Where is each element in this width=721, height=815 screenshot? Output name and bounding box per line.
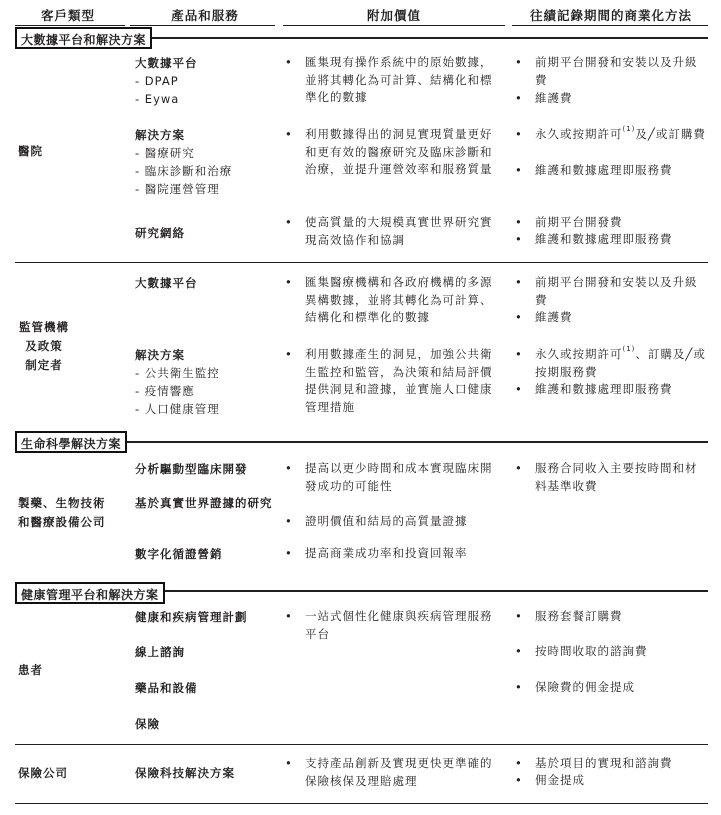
- product-sub: - 人口健康管理: [135, 402, 220, 416]
- commercial-item: • 永久或按期許可$^{(1)}$及╱或訂購費: [515, 125, 706, 141]
- product-title: 分析驅動型臨床開發: [135, 462, 248, 476]
- product-digital-marketing: [135, 545, 275, 563]
- product-big-data-platform: [135, 54, 275, 108]
- product-title: 基於真實世界證據的研究: [135, 496, 273, 510]
- value-item: • 匯集醫療機構和各政府機構的多源異構數據，並將其轉化為可計算、結構化和標準化的數據: [285, 275, 493, 324]
- commercial-item: • 維護和數據處理即服務費: [515, 232, 673, 246]
- product-title: 研究網絡: [135, 226, 185, 240]
- header-customer-type: 客戶類型: [40, 8, 95, 23]
- product-title: 保險: [135, 717, 160, 731]
- commercial-item: • 前期平台開發和安裝以及升級費: [515, 275, 698, 307]
- customer-patients: 患者: [18, 663, 43, 677]
- section-title-life-science: 生命科學解決方案: [15, 431, 127, 453]
- product-title: 數字化循證營銷: [135, 547, 223, 561]
- product-sub: - 臨床診斷和治療: [135, 164, 233, 178]
- header-divider: [512, 25, 708, 26]
- product-sub: - DPAP: [135, 74, 179, 88]
- commercial-item: • 前期平台開發和安裝以及升級費: [515, 55, 698, 87]
- value-item: • 提高商業成功率和投資回報率: [285, 546, 468, 560]
- product-title: 藥品和設備: [135, 681, 198, 695]
- product-rwe-research: [135, 494, 275, 512]
- product-sub: - 醫療研究: [135, 146, 195, 160]
- product-title: 健康和疾病管理計劃: [135, 610, 248, 624]
- product-sub: - 公共衛生監控: [135, 366, 220, 380]
- customer-regulators: 監管機構 及政策 制定者: [19, 320, 69, 372]
- product-solutions: [135, 346, 275, 418]
- product-sub: - 醫院運營管理: [135, 182, 220, 196]
- commercial-item: • 佣金提成: [515, 773, 585, 787]
- commercial-item: • 維護和數據處理即服務費: [515, 382, 673, 396]
- header-divider: [15, 25, 125, 26]
- product-title: 解決方案: [135, 128, 185, 142]
- commercial-item: • 維護費: [515, 310, 573, 324]
- customer-hospital: 醫院: [18, 144, 43, 158]
- section-title-health-mgmt: 健康管理平台和解決方案: [15, 582, 165, 604]
- product-sub: - Eywa: [135, 92, 180, 106]
- commercial-item: • 前期平台開發費: [515, 215, 623, 229]
- section-title-big-data: 大數據平台和解決方案: [15, 27, 152, 49]
- product-title: 解決方案: [135, 348, 185, 362]
- commercial-item: • 服務套餐訂購費: [515, 609, 623, 623]
- commercial-item: • 保險費的佣金提成: [515, 680, 635, 694]
- commercial-item: • 服務合同收入主要按時間和材料基準收費: [515, 461, 698, 493]
- table-bottom-rule: [15, 803, 708, 804]
- product-title: 線上諮詢: [135, 645, 185, 659]
- product-solutions: [135, 126, 275, 198]
- row-divider: [15, 744, 708, 745]
- product-research-network: [135, 224, 275, 242]
- value-item: • 一站式個性化健康與疾病管理服務平台: [285, 609, 493, 641]
- product-title: 大數據平台: [135, 56, 198, 70]
- product-analytics-clinical: [135, 460, 275, 478]
- customer-pharma: 製藥、生物技術 和醫療設備公司: [18, 496, 106, 529]
- value-item: • 提高以更少時間和成本實現臨床開發成功的可能性: [285, 461, 493, 493]
- product-sub: - 疫情響應: [135, 384, 195, 398]
- value-item: • 使高質量的大規模真實世界研究實現高效協作和協調: [285, 215, 493, 247]
- value-item: • 支持產品創新及實現更快更準確的保險核保及理賠處理: [285, 756, 493, 788]
- commercial-item: • 基於項目的實現和諮詢費: [515, 756, 673, 770]
- product-title: 大數據平台: [135, 276, 198, 290]
- commercial-item: • 維護費: [515, 91, 573, 105]
- header-value-added: 附加價值: [366, 8, 421, 23]
- product-title: 保險科技解決方案: [135, 766, 235, 780]
- commercial-item: • 永久或按期許可$^{(1)}$、訂購及╱或按期服務費: [515, 345, 706, 379]
- product-big-data-platform: [135, 274, 275, 292]
- value-item: • 利用數據產生的洞見，加強公共衛生監控和監管，為決策和結局評價提供洞見和證據，並實施人口健康管理措施: [285, 347, 493, 414]
- product-online-consult: [135, 643, 275, 661]
- row-divider: [15, 262, 708, 263]
- header-divider: [130, 25, 275, 26]
- header-divider: [283, 25, 505, 26]
- value-item: • 利用數據得出的洞見實現質量更好和更有效的醫療研究及臨床診斷和治療，並提升運營效率和服務質量: [285, 127, 493, 176]
- header-commercialization: 往績記錄期間的商業化方法: [529, 8, 692, 23]
- header-products: 產品和服務: [171, 8, 239, 23]
- commercial-item: • 維護和數據處理即服務費: [515, 163, 673, 177]
- value-item: • 證明價值和結局的高質量證據: [285, 514, 468, 528]
- product-health-program: [135, 608, 275, 626]
- commercial-item: • 按時間收取的諮詢費: [515, 644, 648, 658]
- product-insurance: [135, 715, 275, 733]
- product-insurtech: [135, 764, 275, 782]
- customer-insurers: 保險公司: [18, 766, 68, 780]
- product-drugs-devices: [135, 679, 275, 697]
- value-item: • 匯集現有操作系統中的原始數據，並將其轉化為可計算、結構化和標準化的數據: [285, 55, 493, 104]
